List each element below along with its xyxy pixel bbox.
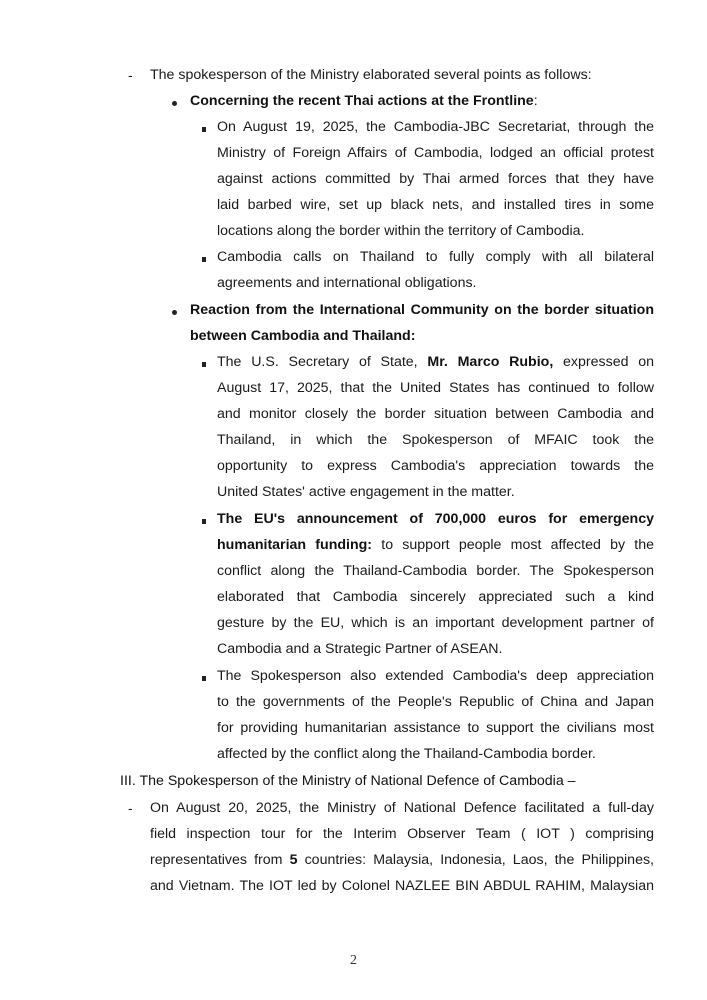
- eu-line-6: Cambodia and a Strategic Partner of ASEAN.: [217, 641, 503, 657]
- rubio-line-2: August 17, 2025, that the United States has continued to follow: [217, 380, 654, 396]
- china-japan-line-3: for providing humanitarian assistance to support the civilians most: [217, 720, 654, 736]
- international-heading-line-1: Reaction from the International Community on the border situation: [190, 302, 654, 318]
- square-bullet-icon: [202, 244, 206, 270]
- defence-line-3: representatives from 5 countries: Malaysia, Indonesia, Laos, the Philippines,: [150, 852, 654, 868]
- defence-line-2: field inspection tour for the Interim Observer Team ( IOT ) comprising: [150, 826, 654, 842]
- frontline-item-2-line-2: agreements and international obligations.: [217, 275, 477, 291]
- rubio-line-1: The U.S. Secretary of State, Mr. Marco Rubio, expressed on: [217, 354, 655, 370]
- square-bullet-icon: [202, 506, 206, 532]
- dash-marker: -: [128, 67, 133, 83]
- rubio-line-5: opportunity to express Cambodia's appreciation towards the: [217, 458, 654, 474]
- square-bullet-icon: [202, 349, 206, 375]
- frontline-item-1-line-4: laid barbed wire, set up black nets, and installed tires in some: [217, 197, 654, 213]
- bullet-icon: [172, 297, 177, 323]
- page-number: 2: [350, 953, 357, 968]
- defence-line-4: and Vietnam. The IOT led by Colonel NAZLEE BIN ABDUL RAHIM, Malaysian: [150, 878, 654, 894]
- rubio-line-4: Thailand, in which the Spokesperson of MFAIC took the: [217, 432, 654, 448]
- frontline-item-1-line-2: Ministry of Foreign Affairs of Cambodia, lodged an official protest: [217, 145, 654, 161]
- section-iii-heading: III. The Spokesperson of the Ministry of National Defence of Cambodia –: [120, 773, 576, 789]
- dash-marker: -: [128, 800, 133, 816]
- eu-line-2: humanitarian funding: to support people most affected by the: [217, 537, 654, 553]
- eu-line-3: conflict along the Thailand-Cambodia border. The Spokesperson: [217, 563, 654, 579]
- square-bullet-icon: [202, 114, 206, 140]
- china-japan-line-2: to the governments of the People's Republic of China and Japan: [217, 694, 654, 710]
- frontline-item-1-line-3: against actions committed by Thai armed forces that they have: [217, 171, 654, 187]
- frontline-item-1-line-5: locations along the border within the territory of Cambodia.: [217, 223, 585, 239]
- frontline-item-2-line-1: Cambodia calls on Thailand to fully comply with all bilateral: [217, 249, 654, 265]
- frontline-item-1-line-1: On August 19, 2025, the Cambodia-JBC Secretariat, through the: [217, 119, 654, 135]
- intro-text: The spokesperson of the Ministry elaborated several points as follows:: [150, 67, 592, 83]
- square-bullet-icon: [202, 663, 206, 689]
- china-japan-line-1: The Spokesperson also extended Cambodia's deep appreciation: [217, 668, 654, 684]
- eu-line-4: elaborated that Cambodia sincerely appreciated such a kind: [217, 589, 654, 605]
- eu-line-5: gesture by the EU, which is an important development partner of: [217, 615, 654, 631]
- eu-line-1: The EU's announcement of 700,000 euros for emergency: [217, 511, 654, 527]
- rubio-line-6: United States' active engagement in the matter.: [217, 484, 515, 500]
- frontline-heading: Concerning the recent Thai actions at the Frontline:: [190, 93, 538, 109]
- defence-line-1: On August 20, 2025, the Ministry of National Defence facilitated a full-day: [150, 800, 654, 816]
- international-heading-line-2: between Cambodia and Thailand:: [190, 328, 416, 344]
- china-japan-line-4: affected by the conflict along the Thailand-Cambodia border.: [217, 746, 596, 762]
- bullet-icon: [172, 88, 177, 114]
- rubio-line-3: and monitor closely the border situation between Cambodia and: [217, 406, 654, 422]
